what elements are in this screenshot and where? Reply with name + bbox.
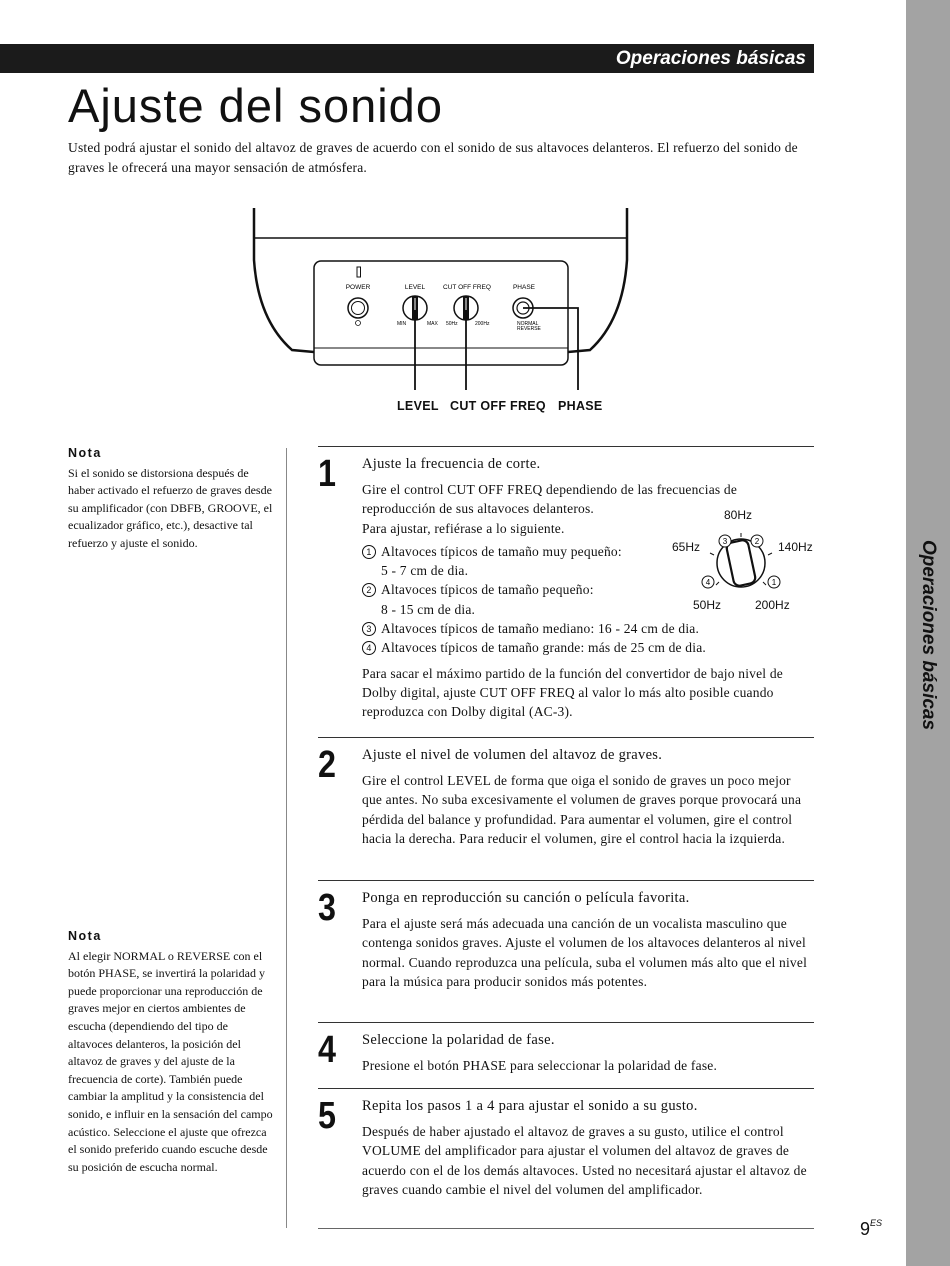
phase-reverse-label: REVERSE (517, 326, 541, 332)
level-min-label: MIN (397, 321, 407, 327)
step-text: Presione el botón PHASE para seleccionar la polaridad de fase. (362, 1058, 718, 1073)
step-heading: Repita los pasos 1 a 4 para ajustar el sonido a su gusto. (362, 1098, 698, 1114)
step-4 (318, 1022, 814, 1088)
step-2 (318, 737, 814, 880)
list-item-size: 5 - 7 cm de dia. (381, 563, 469, 579)
list-item-label: Altavoces típicos de tamaño grande: más de 25 cm de dia. (381, 640, 706, 656)
circled-number: 1 (362, 545, 376, 559)
subwoofer-panel-figure (240, 200, 640, 405)
step-number: 1 (318, 453, 336, 495)
panel-label-power: POWER (345, 284, 371, 291)
note-phase (68, 928, 274, 1176)
step-text: Después de haber ajustado el altavoz de graves a su gusto, utilice el control VOLUME del amplificador para ajustar el volumen del altavoz de graves de acuerdo con el de los demás altavoces. Usted no necesitará ajustar el altavoz de graves cuando cambie el nivel del volumen del amplificador. (362, 1124, 807, 1197)
intro-paragraph: Usted podrá ajustar el sonido del altavoz de graves de acuerdo con el sonido de sus altavoces delanteros. El refuerzo del sonido de graves le ofrecerá una mayor sensación de atmósfera. (68, 140, 798, 175)
dial-marker-4: 4 (705, 578, 711, 587)
list-item-label: Altavoces típicos de tamaño muy pequeño: (381, 543, 622, 559)
list-item-label: Altavoces típicos de tamaño pequeño: (381, 582, 594, 598)
subwoofer-illustration (240, 200, 640, 400)
dial-label-50hz: 50Hz (693, 598, 722, 612)
dial-marker-1: 1 (771, 578, 777, 587)
dial-label-140hz: 140Hz (778, 540, 813, 554)
step-heading: Ajuste la frecuencia de corte. (362, 456, 541, 472)
note-heading: Nota (68, 929, 102, 943)
panel-label-level: LEVEL (404, 284, 426, 291)
step-text: Gire el control CUT OFF FREQ dependiendo de las frecuencias de reproducción de sus altavoces delanteros. (362, 482, 738, 517)
step-text-2: Para ajustar, refiérase a lo siguiente. (362, 520, 565, 536)
step-heading: Ponga en reproducción su canción o película favorita. (362, 890, 690, 906)
page-number-value: 9 (860, 1219, 871, 1239)
side-tab-label: Operaciones básicas (918, 539, 939, 731)
step-heading: Seleccione la polaridad de fase. (362, 1032, 555, 1048)
column-divider (286, 448, 287, 1228)
note-heading: Nota (68, 446, 102, 460)
step-text: Gire el control LEVEL de forma que oiga el sonido de graves un poco mejor que antes. No suba excesivamente el volumen de graves porque provocará una pérdida del balance y profundidad. Para aumentar el volumen, gire el control hacia la derecha. Para reducir el volumen, gire el control hacia la izquierda. (362, 773, 802, 846)
freq-max-label: 200Hz (475, 321, 490, 327)
phase-normal-label: NORMAL (517, 321, 539, 327)
page-number-suffix: ES (870, 1218, 883, 1228)
step-5 (318, 1088, 814, 1229)
circled-number: 3 (362, 622, 376, 636)
dial-marker-3: 3 (722, 537, 728, 546)
step-text-3: Para sacar el máximo partido de la función del convertidor de bajo nivel de Dolby digital, ajuste CUT OFF FREQ al valor lo más alto posible cuando reproduzca con Dolby digital (AC-3). (362, 665, 783, 720)
section-header-bar: Operaciones básicas (0, 44, 814, 73)
cutoff-dial-diagram (668, 503, 818, 613)
panel-label-phase: PHASE (512, 284, 536, 291)
page-number (860, 1218, 882, 1240)
page-title: Ajuste del sonido (68, 79, 443, 132)
step-number: 4 (318, 1029, 336, 1071)
steps-list (318, 446, 814, 1229)
step-number: 3 (318, 887, 336, 929)
note-distortion (68, 445, 274, 553)
level-max-label: MAX (427, 321, 438, 327)
callout-phase: PHASE (558, 399, 603, 413)
callout-cutoff-freq: CUT OFF FREQ (450, 399, 546, 413)
dial-marker-2: 2 (754, 537, 760, 546)
step-1 (318, 446, 814, 737)
list-item (362, 619, 814, 638)
bottom-rule (318, 1228, 814, 1229)
note-text: Si el sonido se distorsiona después de haber activado el refuerzo de graves desde su amplificador (con DBFB, GROOVE, el ecualizador gráfico, etc.), desactive tal refuerzo y ajuste el sonido. (68, 465, 273, 550)
step-heading: Ajuste el nivel de volumen del altavoz de graves. (362, 747, 663, 763)
callout-level: LEVEL (397, 399, 439, 413)
dial-label-65hz: 65Hz (672, 540, 701, 554)
circled-number: 4 (362, 641, 376, 655)
step-number: 2 (318, 744, 336, 786)
freq-min-label: 50Hz (446, 321, 458, 327)
list-item (362, 638, 814, 657)
note-text: Al elegir NORMAL o REVERSE con el botón PHASE, se invertirá la polaridad y puede proporcionar una reproducción de graves mejor en ciertos ambientes de escucha (dependiendo del tipo de altavoces delanteros, la posición del altavoz de graves y del ajuste de la frecuencia de corte). También puede cambiar la amplitud y la consistencia del sonido, e influir en la sensación del campo acústico. Seleccione el ajuste que ofrezca el sonido preferido cuando escuche desde su posición de escucha normal. (68, 948, 273, 1174)
list-item-label: Altavoces típicos de tamaño mediano: 16 - 24 cm de dia. (381, 621, 700, 637)
step-text: Para el ajuste será más adecuada una canción de un vocalista masculino que contenga sonidos graves. Ajuste el volumen de los altavoces delanteros al nivel normal. Cuando reproduzca una película, suba el volumen más alto que el nivel para la música para producir sonidos más potentes. (362, 916, 808, 989)
step-3 (318, 880, 814, 1022)
circled-number: 2 (362, 583, 376, 597)
list-item-size: 8 - 15 cm de dia. (381, 601, 476, 617)
dial-label-80hz: 80Hz (724, 508, 753, 522)
panel-label-cutoff: CUT OFF FREQ (443, 284, 491, 291)
step-number: 5 (318, 1095, 336, 1137)
dial-label-200hz: 200Hz (755, 598, 790, 612)
